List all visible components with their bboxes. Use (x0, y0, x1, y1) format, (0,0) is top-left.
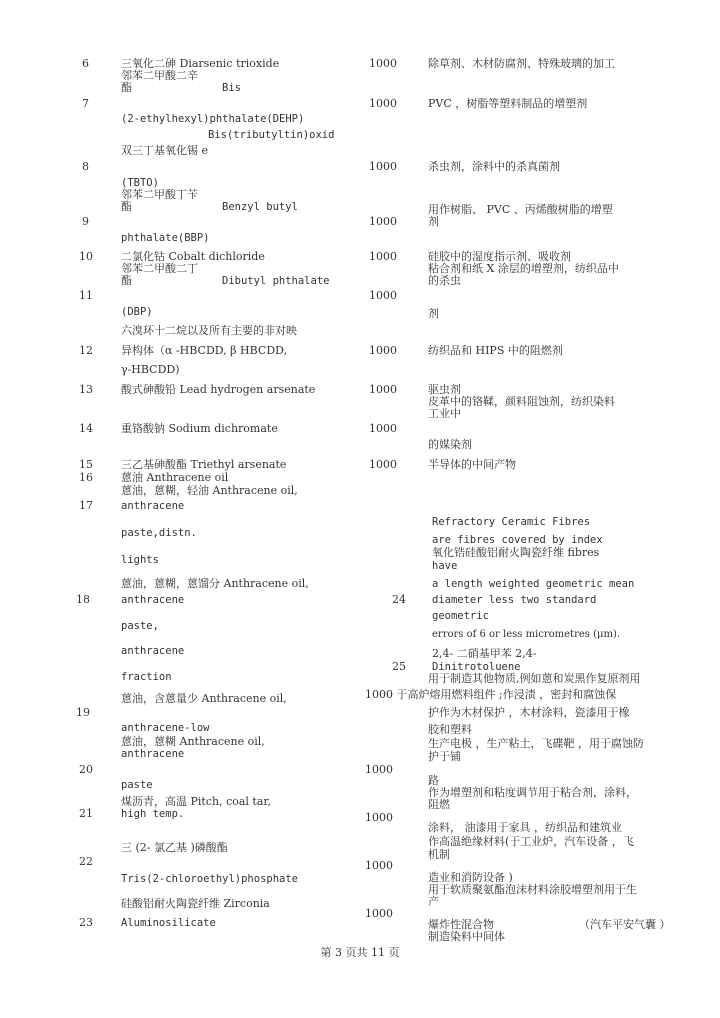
text-line: 酯 (121, 274, 132, 287)
text-line: 20 (79, 763, 93, 776)
text-line: (TBTO) (121, 177, 159, 189)
text-line: 作高温绝缘材料(于工业炉，汽车设备 ，飞 (428, 835, 634, 848)
text-line: anthracene (121, 594, 185, 606)
text-line: 蒽油，蒽糊，蒽馏分 Anthracene oil, (121, 577, 309, 590)
text-line: 异构体（α -HBCDD, β HBCDD, (121, 344, 288, 357)
text-line: 9 (82, 215, 89, 228)
text-line: phthalate(BBP) (121, 232, 210, 244)
text-line: 产 (428, 895, 439, 908)
text-line: high temp. (121, 808, 185, 820)
text-line: 22 (79, 855, 93, 868)
text-line: Refractory Ceramic Fibres (432, 516, 591, 528)
text-line: 除草剂、木材防腐剂、特殊玻璃的加工 (428, 57, 615, 70)
text-line: 半导体的中间产物 (428, 458, 516, 471)
text-line: 工业中 (428, 407, 461, 420)
text-line: 酯 (121, 200, 132, 213)
text-line: 1000 (365, 811, 393, 824)
text-line: geometric (432, 610, 489, 622)
text-line: Dibutyl phthalate (222, 275, 330, 287)
text-line: 13 (79, 383, 93, 396)
text-line: 1000 (369, 422, 397, 435)
text-line: 三氧化二砷 Diarsenic trioxide (121, 57, 280, 70)
text-line: 酸式砷酸铅 Lead hydrogen arsenate (121, 383, 316, 396)
text-line: 10 (79, 250, 93, 263)
text-line: 1000 (365, 907, 393, 920)
text-line: anthracene (121, 748, 185, 760)
text-line: 1000 (369, 344, 397, 357)
text-line: 生产电极 ，生产粘土，飞碟靶 ，用于腐蚀防 (428, 737, 644, 750)
text-line: 1000 (369, 97, 397, 110)
text-line: 硅酸铝耐火陶瓷纤维 Zirconia (121, 897, 270, 910)
text-line: 氧化锆硅酸铝耐火陶瓷纤维 fibres (432, 546, 600, 559)
text-line: 的杀虫 (428, 274, 461, 287)
text-line: Aluminosilicate (121, 917, 216, 929)
text-line: 8 (82, 160, 89, 173)
text-line: 1000 (369, 160, 397, 173)
text-line: 蒽油 Anthracene oil (121, 471, 229, 484)
text-line: Tris(2-chloroethyl)phosphate (121, 873, 299, 885)
text-line: 粘合剂和纸 X 涂层的增塑剂，纺织品中 (428, 262, 619, 275)
text-line: 21 (79, 807, 93, 820)
text-line: 邻苯二甲酸二丁 (121, 262, 198, 275)
text-line: 1000 (369, 383, 397, 396)
text-line: 2,4- 二硝基甲苯 2,4- (432, 647, 537, 660)
page-footer: 第 3 页共 11 页 (320, 946, 400, 959)
text-line: 1000 于高炉熔用燃料组件 ;作浸渍 ，密封和腐蚀保 (365, 688, 617, 701)
text-line: 硅胶中的湿度指示剂、吸收剂 (428, 250, 571, 263)
text-line: 驱虫剂 (428, 383, 461, 396)
text-line: have (432, 560, 458, 572)
text-line: 1000 (365, 859, 393, 872)
text-line: 1000 (369, 458, 397, 471)
text-line: 11 (79, 289, 93, 302)
text-line: 双三丁基氧化锡 e (121, 144, 209, 157)
text-line: 二氯化钴 Cobalt dichloride (121, 250, 265, 263)
text-line: 1000 (365, 763, 393, 776)
text-line: 胶和塑料 (428, 723, 472, 736)
text-line: 路 (428, 774, 439, 787)
text-line: 皮革中的铬鞣，颜料阻蚀剂，纺织染料 (428, 395, 615, 408)
text-line: Bis (222, 82, 241, 94)
text-line: Benzyl butyl (222, 201, 298, 213)
text-line: 蒽油，蒽糊 Anthracene oil, (121, 735, 265, 748)
text-line: 15 (79, 458, 93, 471)
text-line: are fibres covered by index (432, 534, 603, 546)
text-line: 酯 (121, 81, 132, 94)
text-line: 7 (82, 97, 89, 110)
text-line: errors of 6 or less micrometres (μm). (432, 629, 621, 640)
text-line: 涂料， 油漆用于家具 ，纺织品和建筑业 (428, 821, 622, 834)
text-line: 阻燃 (428, 798, 450, 811)
text-line: 作为增塑剂和粘度调节用于粘合剂，涂料， (428, 786, 637, 799)
text-line: 用于制造其他物质,例如蒽和炭黑作复原剂用 (428, 672, 641, 685)
text-line: PVC ，树脂等塑料制品的增塑剂 (428, 97, 588, 110)
text-line: anthracene-low (121, 722, 210, 734)
text-line: 23 (79, 916, 93, 929)
text-line: 25 (392, 660, 406, 673)
text-line: 制造染料中间体 (428, 930, 505, 943)
text-line: anthracene (121, 500, 185, 512)
text-line: 三乙基砷酸酯 Triethyl arsenate (121, 458, 287, 471)
text-line: 用作树脂、 PVC 、丙烯酸树脂的增塑 (428, 203, 613, 216)
text-line: 18 (76, 593, 90, 606)
text-line: 14 (79, 422, 93, 435)
text-line: (2-ethylhexyl)phthalate(DEHP) (121, 113, 305, 125)
text-line: 爆炸性混合物 (428, 918, 494, 931)
text-line: 邻苯二甲酸二辛 (121, 69, 198, 82)
text-line: 1000 (369, 250, 397, 263)
text-line: 1000 (369, 215, 397, 228)
text-line: 护于铺 (428, 750, 461, 763)
text-line: 16 (79, 471, 93, 484)
text-line: Dinitrotoluene (432, 661, 521, 673)
text-line: paste,distn. (121, 527, 197, 539)
text-line: paste, (121, 620, 159, 632)
text-line: a length weighted geometric mean (432, 578, 635, 590)
text-line: 机制 (428, 848, 450, 861)
text-line: γ-HBCDD) (121, 363, 180, 376)
text-line: 6 (82, 57, 89, 70)
text-line: paste (121, 779, 153, 791)
text-line: 剂 (428, 307, 439, 320)
text-line: 12 (79, 344, 93, 357)
text-line: 1000 (369, 57, 397, 70)
text-line: 的媒染剂 (428, 438, 472, 451)
text-line: 纺织品和 HIPS 中的阻燃剂 (428, 344, 563, 357)
text-line: 护作为木材保护 ，木材涂料，瓷漆用于橡 (428, 706, 630, 719)
text-line: 煤沥青，高温 Pitch, coal tar, (121, 795, 271, 808)
text-line: diameter less two standard (432, 594, 597, 606)
text-line: 杀虫剂，涂料中的杀真菌剂 (428, 160, 560, 173)
text-line: lights (121, 554, 159, 566)
text-line: fraction (121, 671, 172, 683)
text-line: anthracene (121, 645, 185, 657)
text-line: Bis(tributyltin)oxid (208, 129, 335, 141)
text-line: 六溴环十二烷以及所有主要的非对映 (121, 324, 297, 337)
text-line: 19 (76, 706, 90, 719)
text-line: 重铬酸钠 Sodium dichromate (121, 422, 278, 435)
text-line: 邻苯二甲酸丁苄 (121, 188, 198, 201)
text-line: 24 (392, 593, 406, 606)
text-line: （汽车平安气囊 ） (579, 918, 671, 931)
text-line: 用于软质聚氨酯泡沫材料涂胶增塑剂用于生 (428, 883, 637, 896)
text-line: 17 (79, 499, 93, 512)
text-line: 蒽油，蒽糊，轻油 Anthracene oil, (121, 484, 298, 497)
text-line: 蒽油，含蒽量少 Anthracene oil, (121, 692, 287, 705)
text-line: 造业和消防设备 ) (428, 871, 513, 884)
text-line: 剂 (428, 215, 439, 228)
text-line: 1000 (369, 289, 397, 302)
text-line: 三 (2- 氯乙基 )磷酸酯 (121, 841, 228, 854)
text-line: (DBP) (121, 306, 153, 318)
